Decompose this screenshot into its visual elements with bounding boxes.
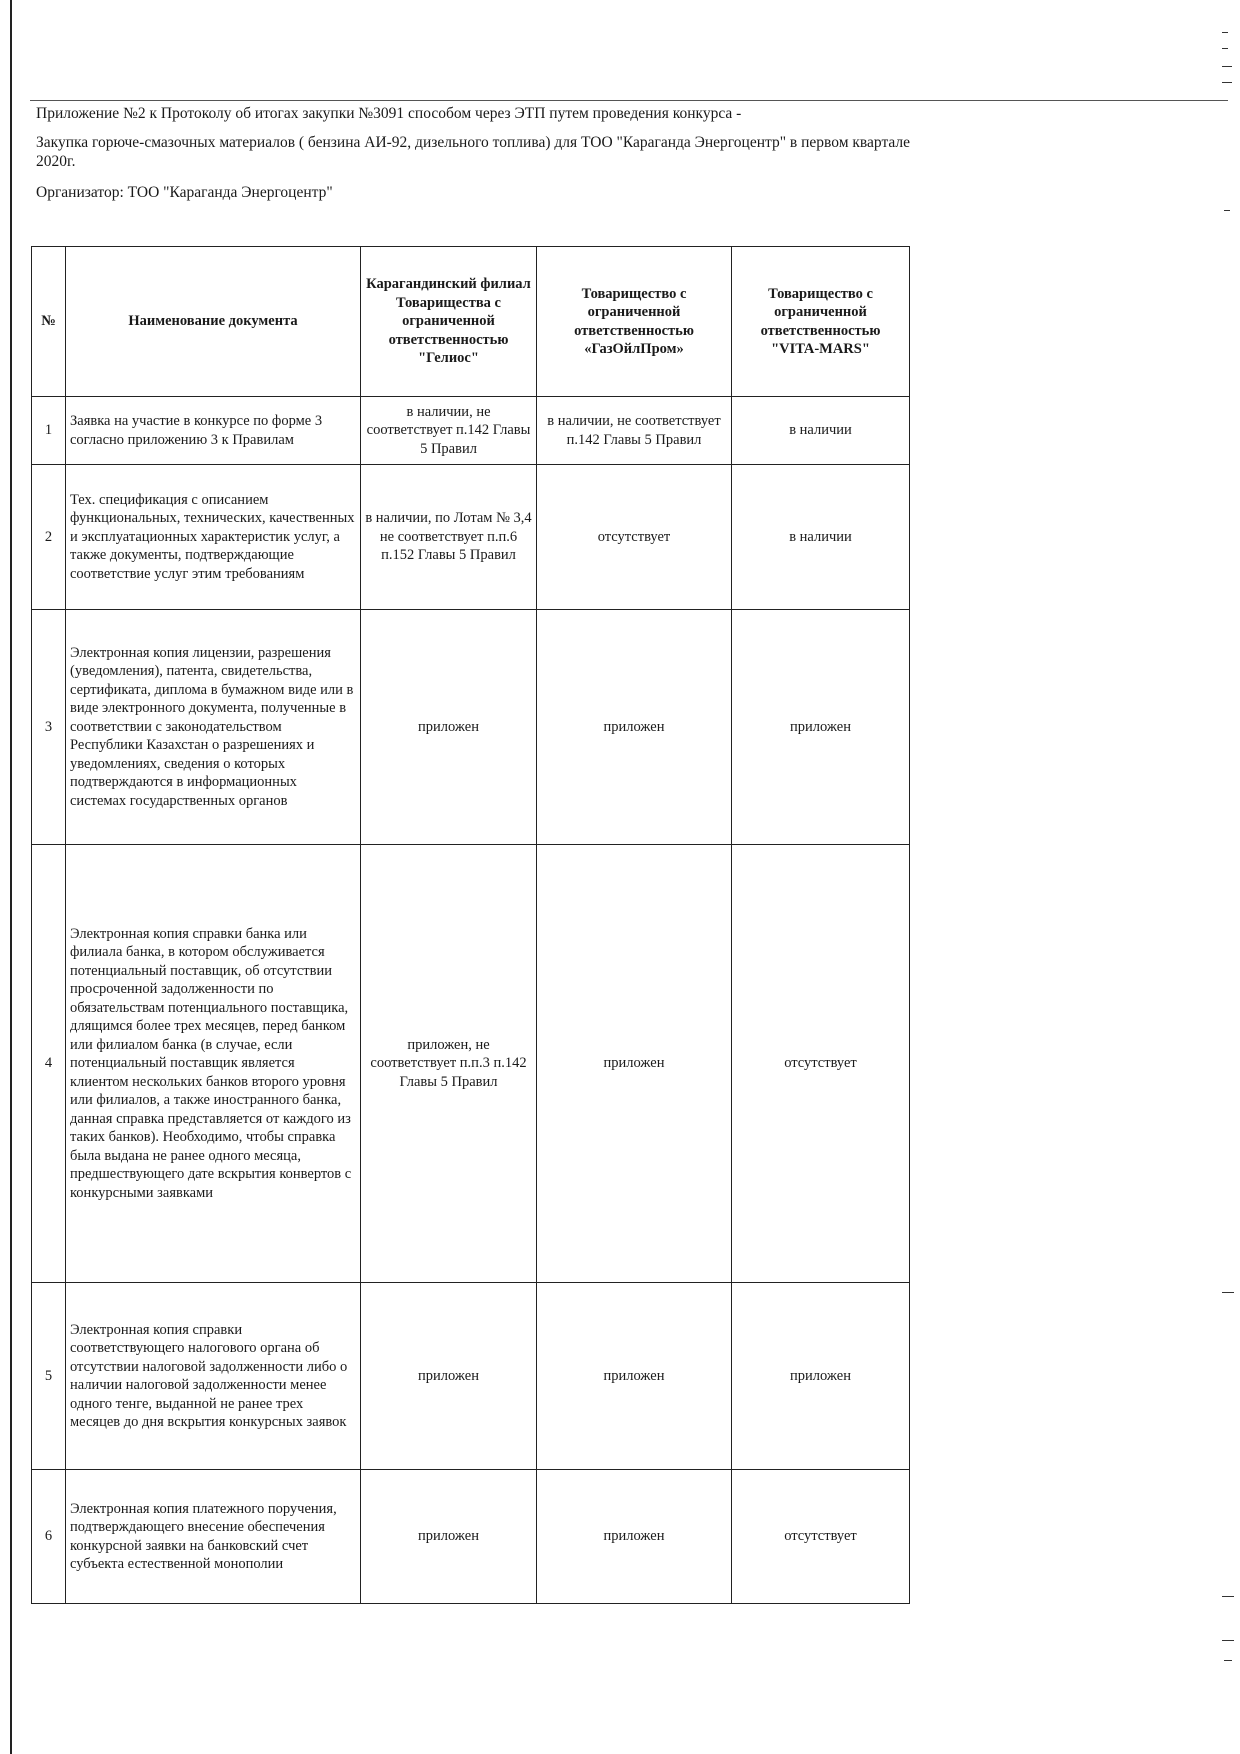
document-header [36,104,936,212]
table-row [32,845,910,1283]
column-header-vita-mars: Товарищество с ограниченной ответственностью "VITA-MARS" [732,247,910,397]
vita-mars-status: в наличии [732,397,910,465]
gazoilprom-status: приложен [537,610,732,845]
gelios-status: в наличии, по Лотам № 3,4 не соответствует п.п.6 п.152 Главы 5 Правил [361,465,537,610]
scan-mark [1222,66,1232,67]
gelios-status: в наличии, не соответствует п.142 Главы 5 Правил [361,397,537,465]
scan-mark [1222,48,1228,49]
column-header-document-name: Наименование документа [66,247,361,397]
table-row [32,1283,910,1470]
header-title: Приложение №2 к Протоколу об итогах закупки №3091 способом через ЭТП путем проведения конкурса - [36,105,742,122]
table-row [32,1470,910,1604]
table-header-row [32,247,910,397]
gazoilprom-status: приложен [537,1283,732,1470]
scan-mark [1224,210,1230,211]
row-number: 6 [32,1470,66,1604]
column-header-gelios: Карагандинский филиал Товарищества с ограниченной ответственностью "Гелиос" [361,247,537,397]
scan-mark [1222,32,1228,33]
row-number: 3 [32,610,66,845]
vita-mars-status: в наличии [732,465,910,610]
gelios-status: приложен [361,1283,537,1470]
scan-mark [1222,1292,1234,1293]
gazoilprom-status: приложен [537,1470,732,1604]
table-row [32,397,910,465]
scan-mark [1224,1660,1232,1661]
vita-mars-status: отсутствует [732,1470,910,1604]
header-subject: Закупка горюче-смазочных материалов ( бензина АИ-92, дизельного топлива) для ТОО "Караганда Энергоцентр" в первом квартале 2020г. [36,134,911,170]
table-row [32,610,910,845]
vita-mars-status: приложен [732,1283,910,1470]
document-name: Заявка на участие в конкурсе по форме 3 согласно приложению 3 к Правилам [66,397,361,465]
row-number: 4 [32,845,66,1283]
row-number: 2 [32,465,66,610]
gelios-status: приложен [361,1470,537,1604]
document-name: Электронная копия платежного поручения, подтверждающего внесение обеспечения конкурсной заявки на банковский счет субъекта естественной монополии [66,1470,361,1604]
row-number: 5 [32,1283,66,1470]
gelios-status: приложен [361,610,537,845]
scan-left-edge [10,0,12,1754]
document-name: Электронная копия справки банка или филиала банка, в котором обслуживается потенциальный поставщик, об отсутствии просроченной задолженности по обязательствам потенциального поставщика, длящимся более трех месяцев, перед банком или филиалом банка (в случае, если потенциальный поставщик является клиентом нескольких банков второго уровня или филиалов, а также иностранного банка, данная справка представляется от каждого из таких банков). Необходимо, чтобы справка была выдана не ранее одного месяца, предшествующего дате вскрытия конвертов с конкурсными заявками [66,845,361,1283]
scan-mark [1222,82,1232,83]
documents-table [31,246,910,1604]
table-row [32,465,910,610]
gazoilprom-status: в наличии, не соответствует п.142 Главы 5 Правил [537,397,732,465]
document-name: Электронная копия лицензии, разрешения (уведомления), патента, свидетельства, сертификата, диплома в бумажном виде или в виде электронного документа, полученные в соответствии с законодательством Республики Казахстан о разрешениях и уведомлениях, сведения о которых подтверждаются в информационных системах государственных органов [66,610,361,845]
gazoilprom-status: приложен [537,845,732,1283]
gazoilprom-status: отсутствует [537,465,732,610]
row-number: 1 [32,397,66,465]
vita-mars-status: приложен [732,610,910,845]
scan-mark [1222,1596,1234,1597]
scan-top-rule [30,100,1228,101]
document-name: Электронная копия справки соответствующего налогового органа об отсутствии налоговой задолженности либо о наличии налоговой задолженности менее одного тенге, выданной не ранее трех месяцев до дня вскрытия конкурсных заявок [66,1283,361,1470]
scan-mark [1222,1640,1234,1641]
column-header-number: № [32,247,66,397]
vita-mars-status: отсутствует [732,845,910,1283]
header-organizer: Организатор: ТОО "Караганда Энергоцентр" [36,184,333,201]
document-name: Тех. спецификация с описанием функциональных, технических, качественных и эксплуатационных характеристик услуг, а также документы, подтверждающие соответствие услуг этим требованиям [66,465,361,610]
gelios-status: приложен, не соответствует п.п.3 п.142 Главы 5 Правил [361,845,537,1283]
column-header-gazoilprom: Товарищество с ограниченной ответственностью «ГазОйлПром» [537,247,732,397]
